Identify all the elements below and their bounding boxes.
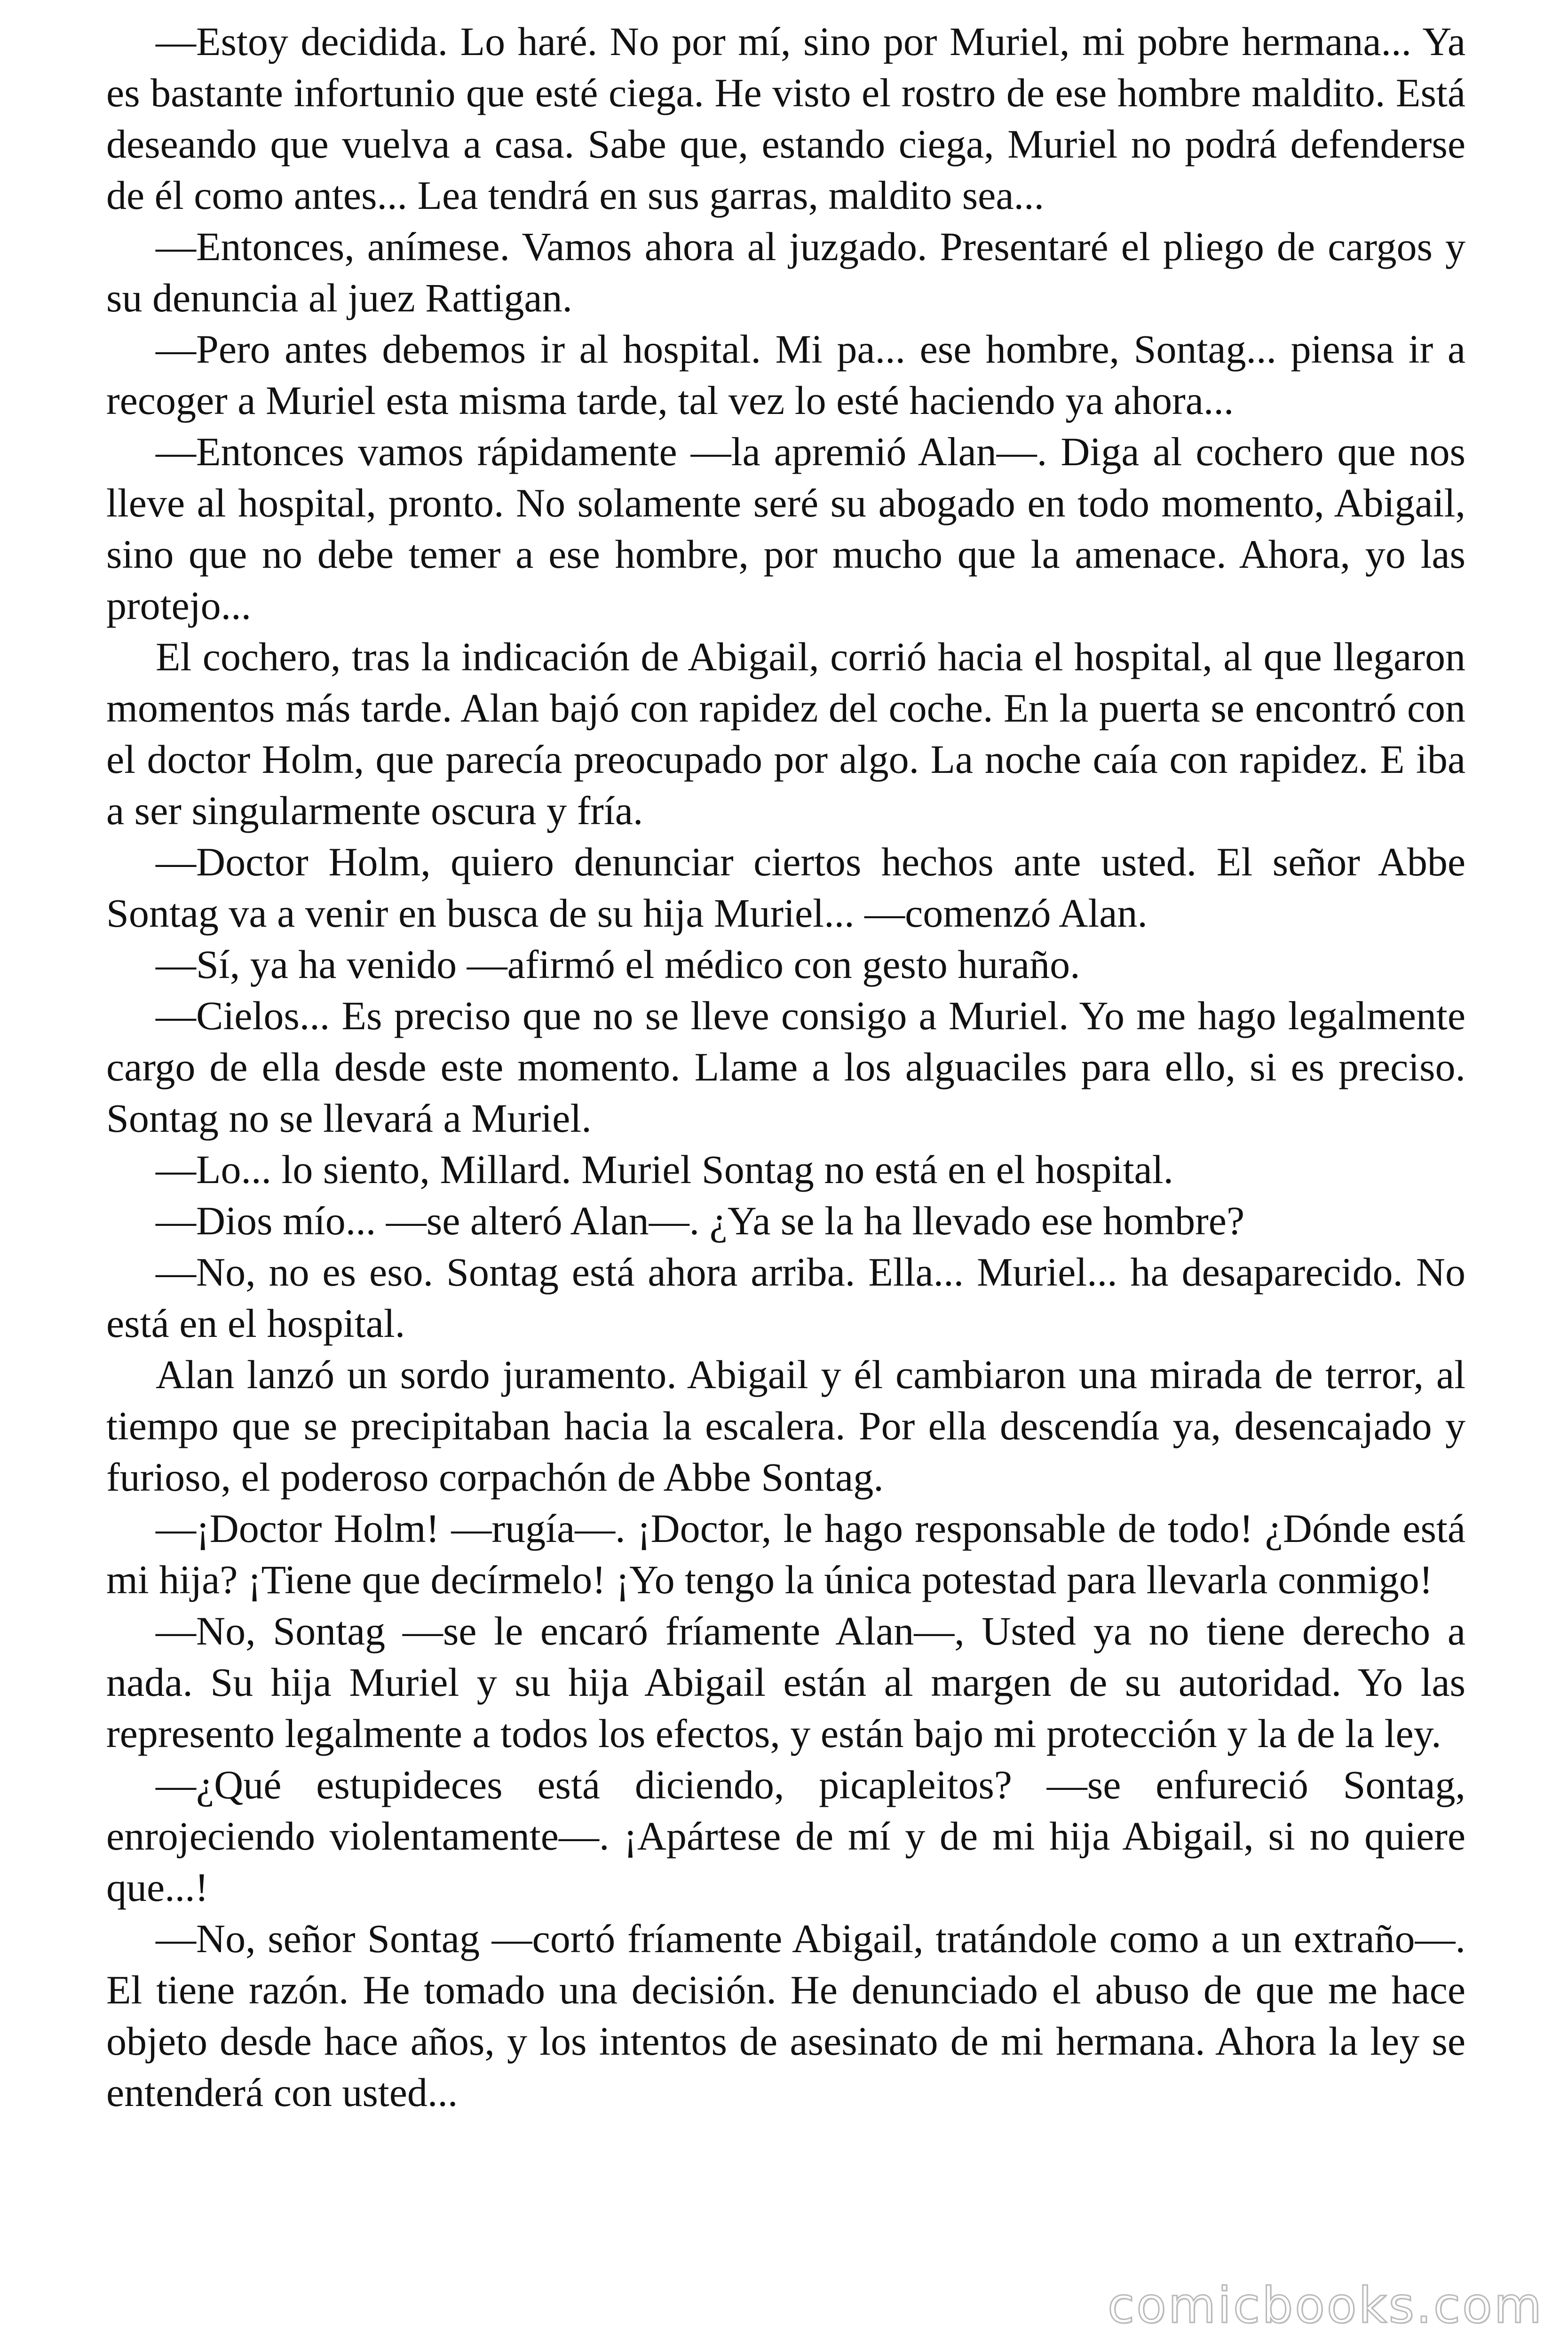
paragraph: —Cielos... Es preciso que no se lleve consigo a Muriel. Yo me hago legalmente cargo de ella desde este momento. Llame a los alguaciles para ello, si es preciso. Sontag no se llevará a Muriel.: [106, 993, 1465, 1141]
paragraph: —No, señor Sontag —cortó fríamente Abigail, tratándole como a un extraño—. El tiene razón. He tomado una decisión. He denunciado el abuso de que me hace objeto desde hace años, y los intentos de asesinato de mi hermana. Ahora la ley se entenderá con usted...: [106, 1916, 1465, 2115]
paragraph: —¿Qué estupideces está diciendo, picapleitos? —se enfureció Sontag, enrojeciendo violentamente—. ¡Apártese de mí y de mi hija Abigail, si no quiere que...!: [106, 1762, 1465, 1910]
watermark: comicbooks.com: [1107, 2277, 1544, 2334]
paragraph: —Estoy decidida. Lo haré. No por mí, sino por Muriel, mi pobre hermana... Ya es bastante infortunio que esté ciega. He visto el rostro de ese hombre maldito. Está deseando que vuelva a casa. Sabe que, estando ciega, Muriel no podrá defenderse de él como antes... Lea tendrá en sus garras, maldito sea...: [106, 19, 1465, 218]
paragraph: —Entonces, anímese. Vamos ahora al juzgado. Presentaré el pliego de cargos y su denuncia al juez Rattigan.: [106, 224, 1465, 320]
paragraph: —Lo... lo siento, Millard. Muriel Sontag no está en el hospital.: [156, 1147, 1174, 1192]
paragraph: —Sí, ya ha venido —afirmó el médico con gesto huraño.: [156, 942, 1080, 987]
paragraph: —Entonces vamos rápidamente —la apremió Alan—. Diga al cochero que nos lleve al hospital, pronto. No solamente seré su abogado en todo momento, Abigail, sino que no debe temer a ese hombre, por mucho que la amenace. Ahora, yo las protejo...: [106, 429, 1465, 628]
paragraph: —Doctor Holm, quiero denunciar ciertos hechos ante usted. El señor Abbe Sontag va a venir en busca de su hija Muriel... —comenzó Alan.: [106, 839, 1465, 936]
paragraph: —¡Doctor Holm! —rugía—. ¡Doctor, le hago responsable de todo! ¿Dónde está mi hija? ¡Tiene que decírmelo! ¡Yo tengo la única potestad para llevarla conmigo!: [106, 1506, 1465, 1602]
page-body: [106, 16, 1465, 2118]
paragraph: —Dios mío... —se alteró Alan—. ¿Ya se la ha llevado ese hombre?: [156, 1198, 1245, 1243]
paragraph: —No, no es eso. Sontag está ahora arriba. Ella... Muriel... ha desaparecido. No está en el hospital.: [106, 1249, 1465, 1346]
paragraph: Alan lanzó un sordo juramento. Abigail y él cambiaron una mirada de terror, al tiempo que se precipitaban hacia la escalera. Por ella descendía ya, desencajado y furioso, el poderoso corpachón de Abbe Sontag.: [106, 1352, 1465, 1500]
paragraph: —No, Sontag —se le encaró fríamente Alan—, Usted ya no tiene derecho a nada. Su hija Muriel y su hija Abigail están al margen de su autoridad. Yo las represento legalmente a todos los efectos, y están bajo mi protección y la de la ley.: [106, 1608, 1465, 1756]
paragraph: El cochero, tras la indicación de Abigail, corrió hacia el hospital, al que llegaron momentos más tarde. Alan bajó con rapidez del coche. En la puerta se encontró con el doctor Holm, que parecía preocupado por algo. La noche caía con rapidez. E iba a ser singularmente oscura y fría.: [106, 634, 1465, 833]
paragraph: —Pero antes debemos ir al hospital. Mi pa... ese hombre, Sontag... piensa ir a recoger a Muriel esta misma tarde, tal vez lo esté haciendo ya ahora...: [106, 326, 1465, 423]
